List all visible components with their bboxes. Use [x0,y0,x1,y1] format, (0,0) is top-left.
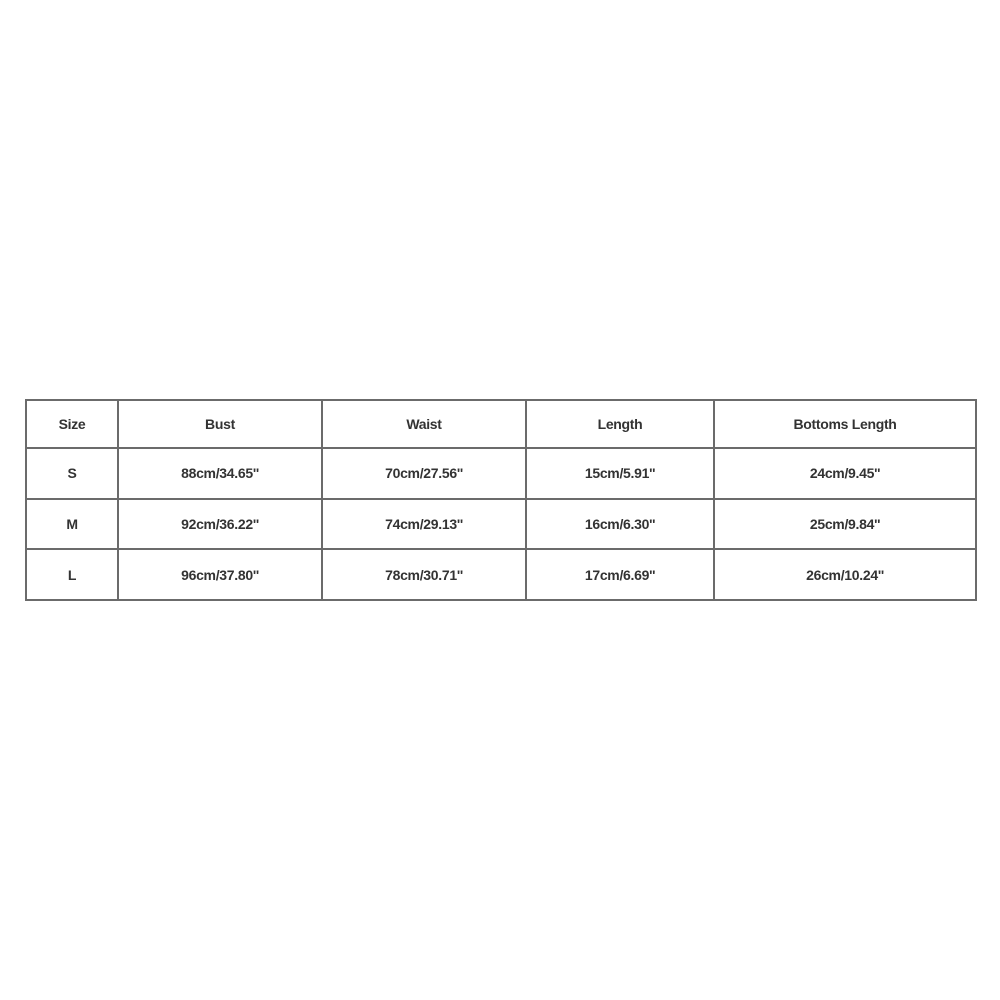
table-row [26,448,976,499]
length-cell: 17cm/6.69'' [526,549,714,600]
bust-cell: 92cm/36.22'' [118,499,322,550]
bottoms-length-cell: 26cm/10.24'' [714,549,976,600]
table-header-row [26,400,976,448]
size-chart-table [25,399,977,601]
bust-cell: 96cm/37.80'' [118,549,322,600]
table-row [26,499,976,550]
table-row [26,549,976,600]
column-header-bust: Bust [118,400,322,448]
size-cell: L [26,549,118,600]
column-header-waist: Waist [322,400,526,448]
length-cell: 15cm/5.91'' [526,448,714,499]
waist-cell: 70cm/27.56'' [322,448,526,499]
length-cell: 16cm/6.30'' [526,499,714,550]
bottoms-length-cell: 25cm/9.84'' [714,499,976,550]
column-header-bottoms-length: Bottoms Length [714,400,976,448]
bottoms-length-cell: 24cm/9.45'' [714,448,976,499]
waist-cell: 78cm/30.71'' [322,549,526,600]
column-header-size: Size [26,400,118,448]
size-cell: M [26,499,118,550]
waist-cell: 74cm/29.13'' [322,499,526,550]
bust-cell: 88cm/34.65'' [118,448,322,499]
column-header-length: Length [526,400,714,448]
size-cell: S [26,448,118,499]
